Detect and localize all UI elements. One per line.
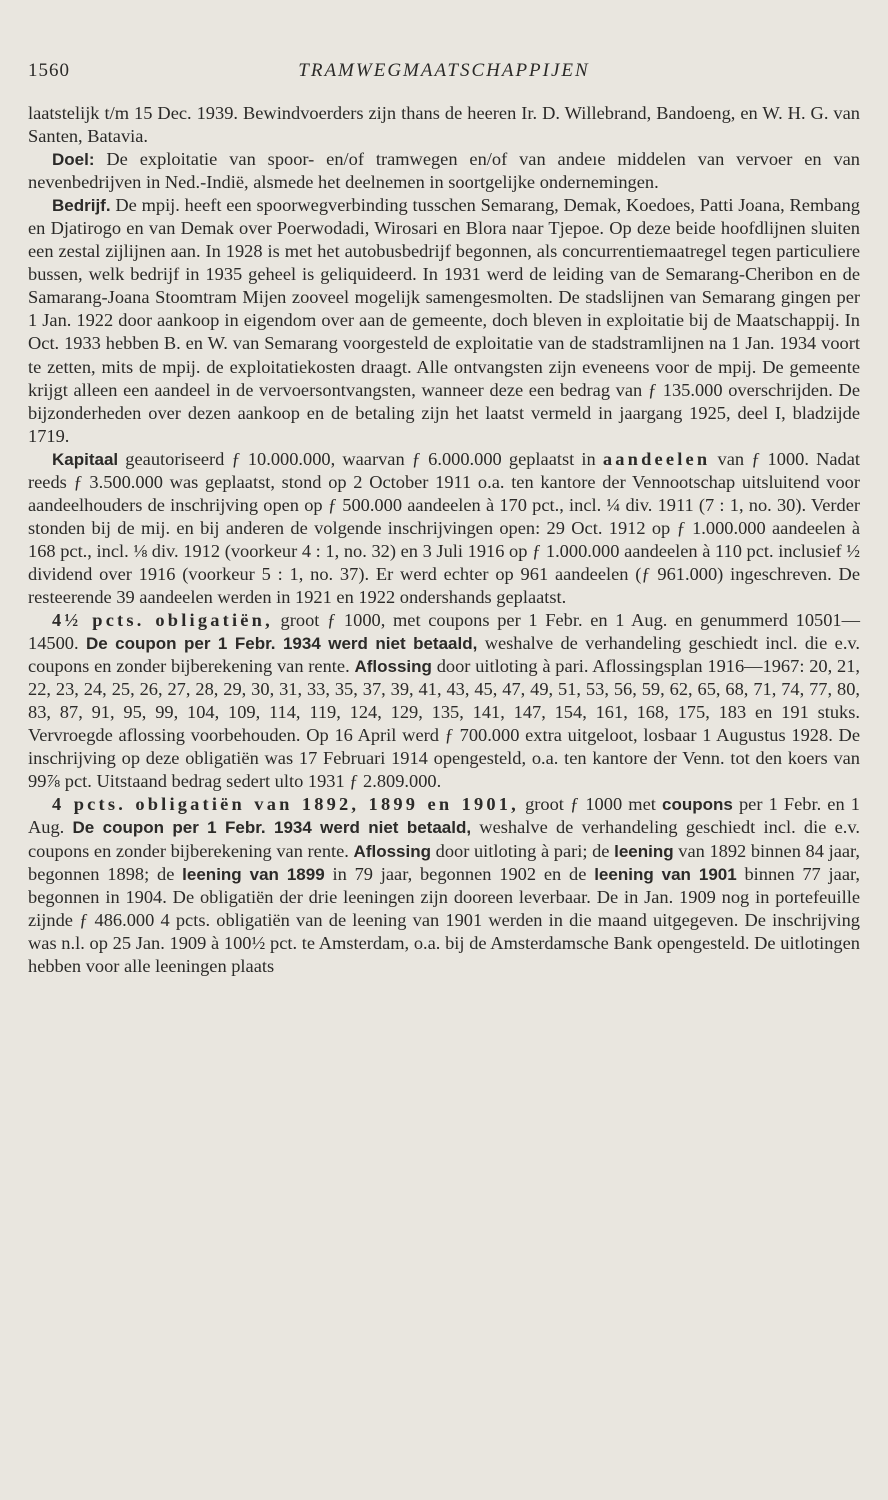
paragraph-text: weshalve de verhandeling geschiedt incl. die e.v. coupons en zonder bijberekening van rente. — [28, 633, 861, 677]
section-label-bedrijf: Bedrijf. — [52, 196, 111, 216]
page-number: 1560 — [28, 60, 70, 81]
paragraph-text: weshalve de verhandeling geschiedt incl. die e.v. coupons en zonder bijberekening van rente. — [28, 817, 860, 861]
paragraph-text: in 79 jaar, begonnen 1902 en de — [324, 863, 595, 884]
running-title: TRAMWEGMAATSCHAPPIJEN — [298, 60, 590, 81]
paragraph-text: van 1892 binnen 84 jaar, begonnen 1898; de — [28, 840, 860, 884]
page-header — [28, 60, 860, 96]
section-label-kapitaal: Kapitaal — [52, 449, 119, 469]
bold-term: coupons — [661, 795, 733, 815]
paragraph-obligaties-4 — [28, 793, 860, 977]
section-label-aflossing: Aflossing — [354, 657, 432, 677]
spaced-term: 4½ pcts. obligatiën, — [52, 610, 273, 631]
paragraph-text: door uitloting à pari. Aflossingsplan 1916—1967: 20, 21, 22, 23, 24, 25, 26, 27, 28, 29, 30, 31, 33, 35, 37, 39, 41, 43, 45, 47, 49, 51, 53, 56, 59, 62, 65, 68, 71, 74, 77, 80, 83, 87, 91, 95, 99, 104, 109, 114, 119, 124, 129, 135, 141, 147, 154, 161, 168, 175, 183 en 191 stuks. Vervroegde aflossing voorbehouden. Op 16 April werd ƒ 700.000 extra uitgeloot, losbaar 1 Augustus 1928. De inschrijving op deze obligatiën was 17 Februari 1914 opengesteld, o.a. ten kantore der Venn. tot den koers van 99⅞ pct. Uitstaand bedrag sedert ulto 1931 ƒ 2.809.000. — [28, 656, 860, 792]
paragraph-kapitaal — [28, 448, 860, 609]
paragraph-text: per 1 Febr. en 1 Aug. — [28, 794, 860, 838]
paragraph-text: laatstelijk t/m 15 Dec. 1939. Bewindvoerders zijn thans de heeren Ir. D. Willebrand, Bandoeng, en W. H. G. van Santen, Batavia. — [28, 103, 860, 147]
paragraph-doel — [28, 148, 860, 194]
bold-notice: De coupon per 1 Febr. 1934 werd niet betaald, — [72, 818, 472, 838]
paragraph-text: De mpij. heeft een spoorwegverbinding tusschen Semarang, Demak, Koedoes, Patti Joana, Rembang en Djatirogo en van Demak over Poerwodadi, Wirosari en Blora naar Tjepoe. Op deze beide hoofdlijnen sluiten een zestal zijlijnen aan. In 1928 is met het autobusbedrijf begonnen, als concurrentiemaatregel tegen particuliere bussen, welk bedrijf in 1935 geheel is geliquideerd. In 1931 werd de leiding van de Semarang-Cheribon en de Samarang-Joana Stoomtram Mijen zooveel mogelijk samengesmolten. De stadslijnen van Semarang gingen per 1 Jan. 1922 door aankoop in eigendom over aan de gemeente, doch bleven in exploitatie bij de Maatschappij. In Oct. 1933 hebben B. en W. van Semarang voorgesteld de exploitatie van de stadstramlijnen na 1 Jan. 1934 voort te zetten, mits de mpij. de exploitatiekosten draagt. Alle ontvangsten zijn eveneens voor de mpij. De gemeente krijgt alleen een aandeel in de vervoersontvangsten, wanneer deze een bedrag van ƒ 135.000 overschrijden. De bijzonderheden over dezen aankoop en de betaling zijn het laatst vermeld in jaargang 1925, deel I, bladzijde 1719. — [28, 195, 860, 446]
paragraph-bedrijf — [28, 194, 860, 448]
paragraph-obligaties-4-5 — [28, 609, 860, 793]
bold-notice: De coupon per 1 Febr. 1934 werd niet betaald, — [85, 634, 478, 654]
section-label-aflossing: Aflossing — [353, 841, 431, 861]
paragraph-text: van ƒ 1000. Nadat reeds ƒ 3.500.000 was geplaatst, stond op 2 October 1911 o.a. ten kantore der Vennootschap uitsluitend voor aandeelhouders de inschrijving open op ƒ 500.000 aandeelen à 170 pct., incl. ¼ div. 1911 (7 : 1, no. 30). Verder stonden bij de mij. en bij anderen de volgende inschrijvingen open: 29 Oct. 1912 op ƒ 1.000.000 aandeelen à 168 pct., incl. ⅛ div. 1912 (voorkeur 4 : 1, no. 32) en 3 Juli 1916 op ƒ 1.000.000 aandeelen à 110 pct. inclusief ½ dividend over 1916 (voorkeur 5 : 1, no. 37). Er werd echter op 961 aandeelen (ƒ 961.000) ingeschreven. De resteerende 39 aandeelen werden in 1921 en 1922 ondershands geplaatst. — [28, 448, 860, 607]
paragraph-text: De exploitatie van spoor- en/of tramwegen en/of van andeıe middelen van vervoer en van nevenbedrijven in Ned.-Indië, alsmede het deelnemen in soortgelijke ondernemingen. — [28, 149, 860, 193]
bold-term: leening van 1899 — [182, 864, 325, 884]
paragraph-text: geautoriseerd ƒ 10.000.000, waarvan ƒ 6.000.000 geplaatst in — [118, 448, 603, 469]
bold-term: leening — [614, 841, 674, 861]
spaced-term: aandeelen — [602, 448, 711, 469]
paragraph-text: door uitloting à pari; de — [431, 840, 615, 861]
paragraph-continuation — [28, 102, 860, 148]
paragraph-text: groot ƒ 1000, met coupons per 1 Febr. en 1 Aug. en genummerd 10501—14500. — [28, 610, 860, 654]
bold-term: leening van 1901 — [594, 864, 737, 884]
body-text — [28, 102, 860, 978]
spaced-term: 4 pcts. obligatiën van 1892, 1899 en 1901, — [52, 794, 519, 815]
paragraph-text: binnen 77 jaar, begonnen in 1904. De obligatiën der drie leeningen zijn dooreen leverbaar. De in Jan. 1909 nog in portefeuille zijnde ƒ 486.000 4 pcts. obligatiën van de leening van 1901 werden in die maand uitgegeven. De inschrijving was n.l. op 25 Jan. 1909 à 100½ pct. te Amsterdam, o.a. bij de Amsterdamsche Bank opengesteld. De uitlotingen hebben voor alle leeningen plaats — [28, 863, 860, 976]
paragraph-text: groot ƒ 1000 met — [518, 794, 662, 815]
section-label-doel: Doel: — [52, 150, 95, 170]
